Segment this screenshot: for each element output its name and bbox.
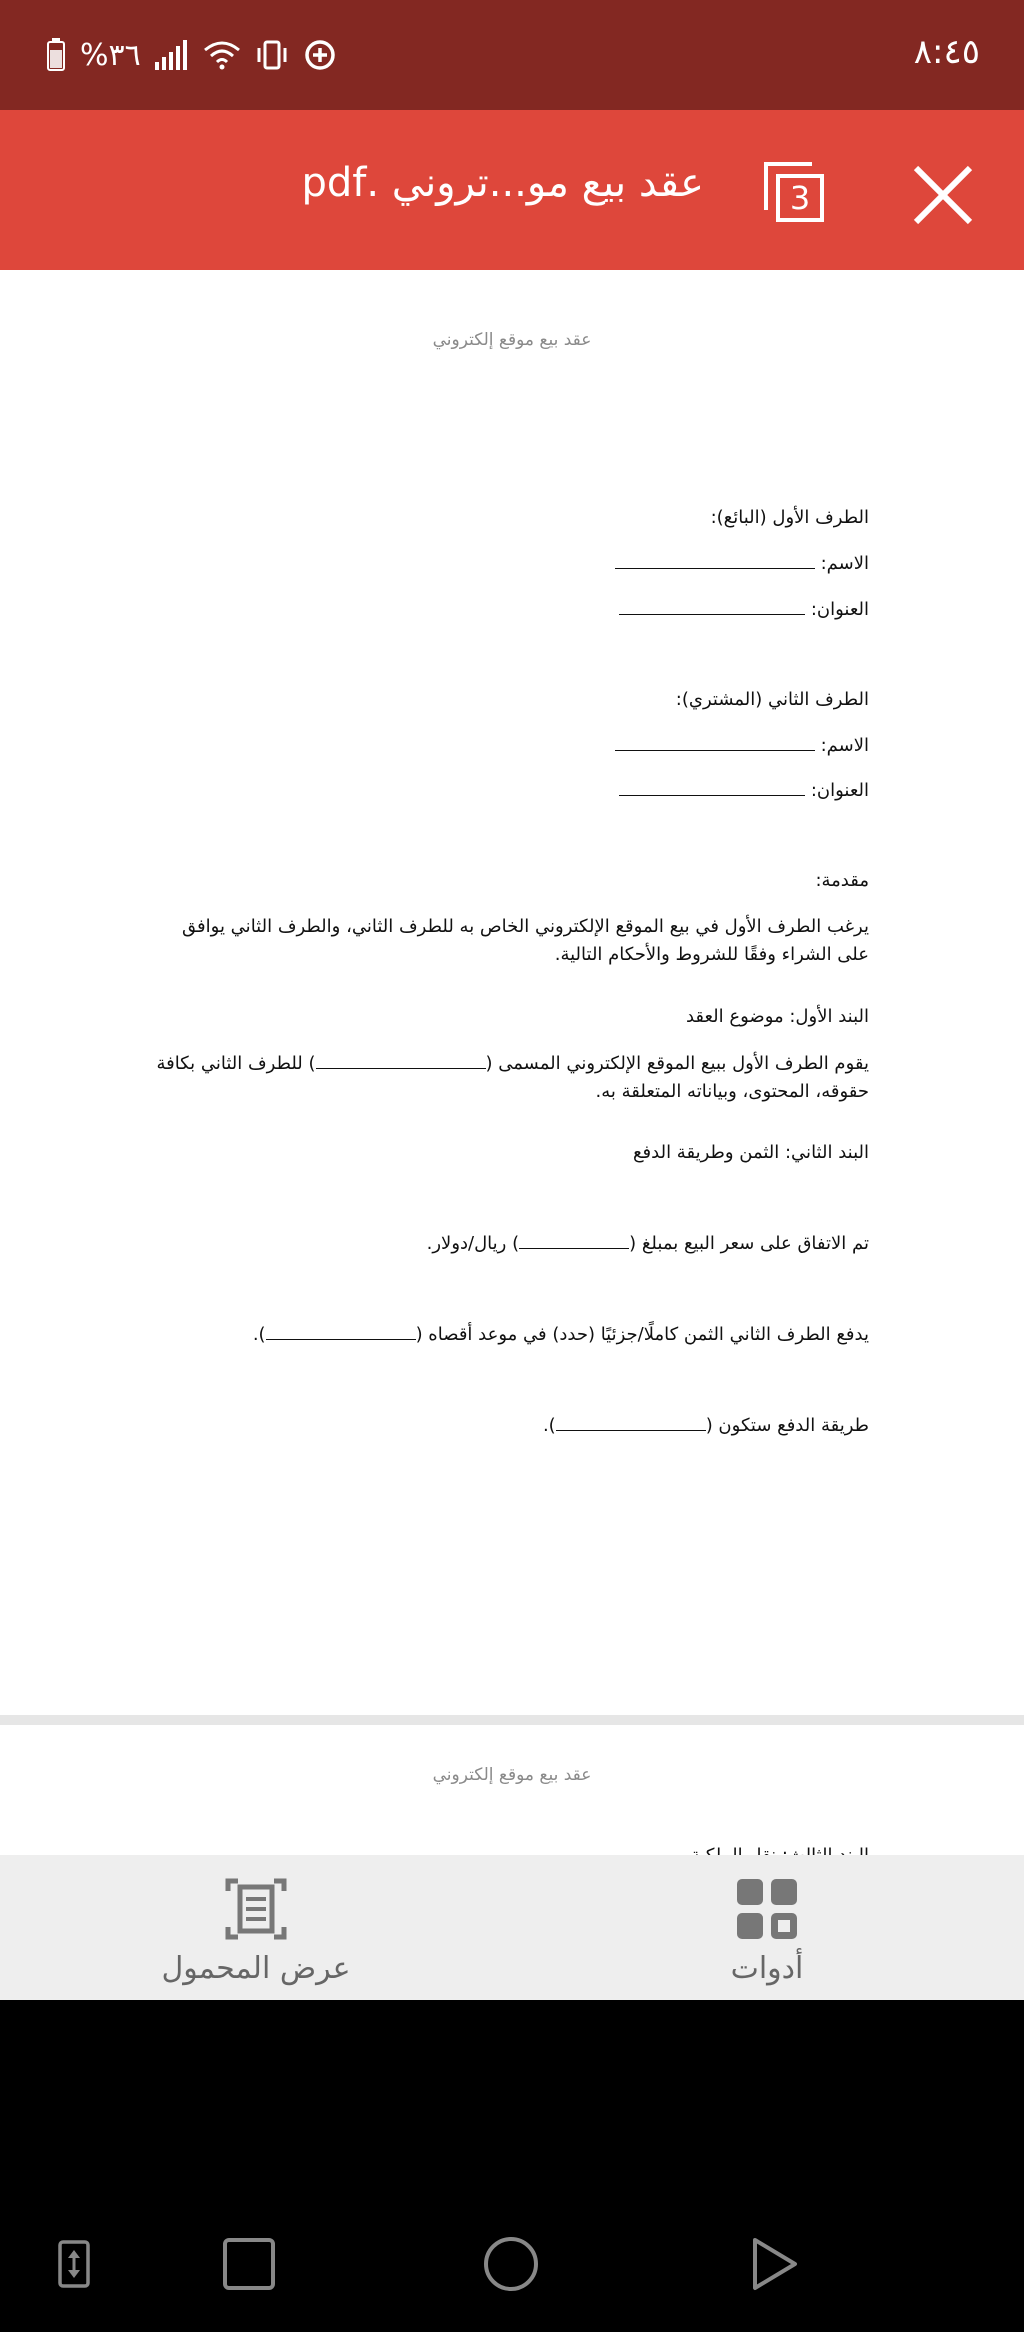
close-icon[interactable] (910, 162, 976, 228)
clause1-heading: البند الأول: موضوع العقد (685, 1006, 869, 1027)
navigation-bar (0, 2000, 1024, 2332)
payment-method-line: طريقة الدفع ستكون (). (542, 1415, 869, 1436)
data-saver-icon (303, 38, 337, 72)
document-viewer[interactable] (0, 270, 1024, 1855)
party1-address-line: العنوان: (619, 599, 869, 620)
page-header: عقد بيع موقع إلكتروني (432, 1765, 592, 1785)
party2-heading: الطرف الثاني (المشتري): (675, 689, 869, 710)
payment-line: يدفع الطرف الثاني الثمن كاملًا/جزئيًا (حدد) في موعد أقصاه (). (252, 1324, 869, 1345)
battery-percent: %٣٦ (80, 37, 141, 73)
price-line: تم الاتفاق على سعر البيع بمبلغ () ريال/دولار. (426, 1233, 869, 1254)
tools-label: أدوات (730, 1951, 804, 1986)
document-title: عقد بيع مو...تروني .pdf (301, 160, 704, 206)
app-bar (0, 110, 1024, 270)
wifi-icon (203, 40, 241, 70)
intro-heading: مقدمة: (815, 870, 869, 891)
clause2-heading: البند الثاني: الثمن وطريقة الدفع (632, 1142, 869, 1163)
signal-icon (155, 40, 189, 70)
status-time: ٨:٤٥ (913, 32, 980, 72)
status-bar (0, 0, 1024, 110)
clause1-text: يقوم الطرف الأول ببيع الموقع الإلكتروني المسمى () للطرف الثاني بكافة حقوقه، المحتوى، وبياناته المتعلقة به. (156, 1053, 869, 1102)
recents-icon[interactable] (219, 2234, 279, 2294)
back-icon[interactable] (743, 2234, 803, 2294)
party2-address-line: العنوان: (619, 780, 869, 801)
bottom-toolbar (0, 1855, 1024, 2000)
party1-name-line: الاسم: (615, 553, 869, 574)
page-header: عقد بيع موقع إلكتروني (432, 330, 592, 350)
pages-button[interactable] (760, 158, 830, 228)
home-icon[interactable] (481, 2234, 541, 2294)
page-1 (0, 270, 1024, 1715)
party2-name-line: الاسم: (615, 735, 869, 756)
page-separator (0, 1715, 1024, 1725)
mobile-view-label: عرض المحمول (161, 1951, 351, 1986)
vibrate-icon (255, 40, 289, 70)
tools-button[interactable] (647, 1877, 887, 1986)
battery-icon (46, 38, 66, 72)
mobile-view-icon (224, 1877, 288, 1941)
party1-heading: الطرف الأول (البائع): (710, 507, 869, 528)
intro-text: يرغب الطرف الأول في بيع الموقع الإلكتروني الخاص به للطرف الثاني، والطرف الثاني يوافق على الشراء وفقًا للشروط والأحكام التالية. (182, 916, 869, 965)
tools-icon (735, 1877, 799, 1941)
mobile-view-button[interactable] (136, 1877, 376, 1986)
page-count: 3 (776, 174, 824, 222)
status-icons (46, 30, 337, 80)
keyboard-toggle-icon[interactable] (44, 2234, 104, 2294)
